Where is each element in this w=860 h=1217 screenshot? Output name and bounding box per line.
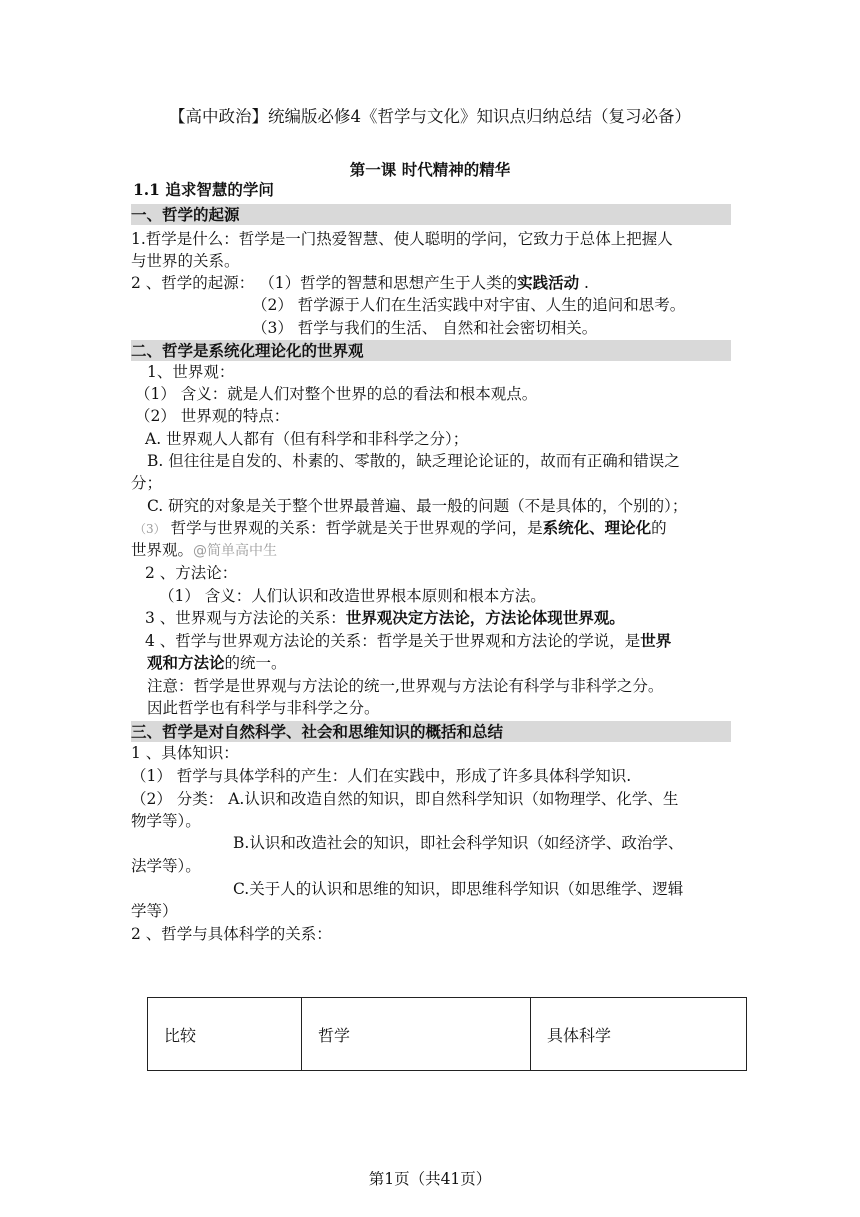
bold-text: 系统化、理论化 <box>542 518 652 537</box>
text-span: . <box>579 274 589 292</box>
paragraph-line: B.认识和改造社会的知识，即社会科学知识（如经济学、政治学、 <box>233 834 684 852</box>
paragraph-line: 物学等）。 <box>131 812 201 830</box>
paragraph-line: 2 、方法论： <box>145 564 238 582</box>
paragraph-line: 1.哲学是什么：哲学是一门热爱智慧、使人聪明的学问，它致力于总体上把握人 <box>131 230 673 248</box>
table-cell: 比较 <box>148 998 302 1071</box>
text-span: 世界观。 <box>131 541 194 559</box>
paragraph-line <box>134 518 667 539</box>
text-span: 哲学与世界观的关系：哲学就是关于世界观的学问，是 <box>165 519 543 537</box>
paragraph-line: （2） 分类： A.认识和改造自然的知识，即自然科学知识（如物理学、化学、生 <box>131 790 679 808</box>
text-span: 的统一。 <box>224 654 287 672</box>
heading-bar-3 <box>131 721 731 742</box>
heading-3: 三、哲学是对自然科学、社会和思维知识的概括和总结 <box>131 722 504 741</box>
table-cell: 哲学 <box>302 998 531 1071</box>
paragraph-line: 注意：哲学是世界观与方法论的统一,世界观与方法论有科学与非科学之分。 <box>147 677 664 695</box>
heading-bar-2 <box>131 340 731 361</box>
paragraph-line: （2） 哲学源于人们在生活实践中对宇宙、人生的追问和思考。 <box>252 296 686 314</box>
paragraph-line: C. 研究的对象是关于整个世界最普遍、最一般的问题（不是具体的，个别的）； <box>147 497 688 515</box>
paragraph-line: C.关于人的认识和思维的知识，即思维科学知识（如思维学、逻辑 <box>233 880 684 898</box>
page-footer: 第1页（共41页） <box>368 1170 492 1188</box>
paragraph-line <box>145 631 671 651</box>
paragraph-line: A. 世界观人人都有（但有科学和非科学之分）； <box>145 430 469 448</box>
paragraph-line: 法学等）。 <box>131 857 201 875</box>
paragraph-line: 1 、具体知识： <box>131 744 239 762</box>
bold-text: 实践活动 <box>517 273 580 292</box>
text-span: 2 、哲学的起源： （1）哲学的智慧和思想产生于人类的 <box>131 274 518 292</box>
heading-bar-1 <box>131 204 731 225</box>
table-row <box>148 998 747 1071</box>
bold-text: 世界观决定方法论，方法论体现世界观。 <box>345 608 625 627</box>
paragraph-line <box>131 540 277 561</box>
paragraph-line: B. 但往往是自发的、朴素的、零散的，缺乏理论论证的，故而有正确和错误之 <box>147 452 680 470</box>
document-title: 【高中政治】统编版必修4《哲学与文化》知识点归纳总结（复习必备） <box>169 107 691 126</box>
bold-text: 世界 <box>640 631 672 650</box>
paragraph-line: （3） 哲学与我们的生活、 自然和社会密切相关。 <box>252 319 598 337</box>
bold-text: 观和方法论 <box>147 653 225 672</box>
paragraph-line: 2 、哲学与具体科学的关系： <box>131 925 332 943</box>
paragraph-line: （1） 含义：人们认识和改造世界根本原则和根本方法。 <box>159 587 546 605</box>
paragraph-line <box>131 273 589 293</box>
paragraph-line: 学等） <box>131 902 178 920</box>
watermark-text: @简单高中生 <box>193 543 278 559</box>
paragraph-line <box>147 653 287 673</box>
heading-2: 二、哲学是系统化理论化的世界观 <box>131 341 364 360</box>
paragraph-line: 因此哲学也有科学与非科学之分。 <box>147 699 380 717</box>
text-span: 3 、世界观与方法论的关系： <box>145 609 346 627</box>
table-cell: 具体科学 <box>531 998 747 1071</box>
lesson-heading: 第一课 时代精神的精华 <box>349 160 511 179</box>
comparison-table <box>147 997 747 1071</box>
paragraph-line: （1） 哲学与具体学科的产生：人们在实践中，形成了许多具体科学知识. <box>131 767 632 785</box>
paragraph-line: 与世界的关系。 <box>131 252 240 270</box>
section-heading: 1.1 追求智慧的学问 <box>133 180 274 199</box>
paragraph-line <box>145 608 625 628</box>
paragraph-line: （1） 含义：就是人们对整个世界的总的看法和根本观点。 <box>135 385 538 403</box>
text-span: 4 、哲学与世界观方法论的关系：哲学是关于世界观和方法论的学说，是 <box>145 632 641 650</box>
heading-1: 一、哲学的起源 <box>131 205 240 224</box>
paragraph-line: （2） 世界观的特点： <box>135 407 290 425</box>
paragraph-line: 分； <box>131 474 163 492</box>
paragraph-line: 1、世界观： <box>147 363 235 381</box>
text-span: 的 <box>651 519 667 537</box>
item-number: （3） <box>134 522 166 536</box>
